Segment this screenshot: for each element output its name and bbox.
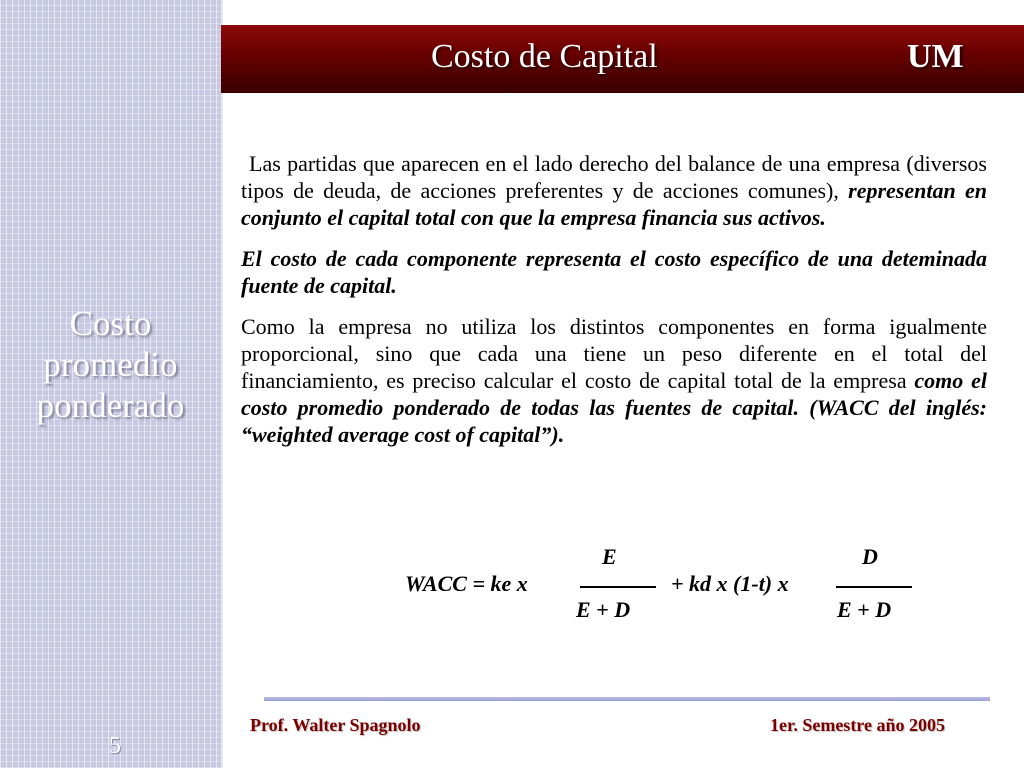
fraction-bar-2 <box>836 586 912 588</box>
paragraph-3-emphasis: como el costo promedio ponderado de todas las fuentes de capital. (WACC del inglés: “weighted average cost of capital”). <box>241 368 987 447</box>
slide-title: Costo de Capital <box>431 38 658 75</box>
brand-label: UM <box>907 38 964 75</box>
section-title-line-1: Costo <box>69 304 152 343</box>
footer-author: Prof. Walter Spagnolo <box>250 715 421 735</box>
section-title-line-2: promedio <box>43 345 178 384</box>
section-title <box>0 303 221 426</box>
paragraph-2-emphasis: El costo de cada componente representa el costo específico de una deteminada fuente de capital. <box>241 246 987 298</box>
formula-lhs: WACC = ke x <box>405 571 528 596</box>
sidebar-panel <box>0 0 223 768</box>
paragraph-3-text: Como la empresa no utiliza los distintos componentes en forma igualmente proporcional, sino que cada una tiene un peso diferente en el total del financiamiento, es preciso calcular el costo de capital total de la empresa <box>241 314 987 393</box>
section-title-line-3: ponderado <box>36 386 185 425</box>
paragraph-1 <box>241 150 987 231</box>
footer-term: 1er. Semestre año 2005 <box>770 715 945 735</box>
paragraph-3 <box>241 313 987 448</box>
paragraph-1-text: Las partidas que aparecen en el lado derecho del balance de una empresa (diversos tipos de deuda, de acciones preferentes y de acciones comunes), <box>241 151 987 203</box>
paragraph-2 <box>241 245 987 299</box>
body-text <box>241 150 987 462</box>
header-bar <box>221 25 1024 93</box>
formula-numerator-1: E <box>602 544 617 569</box>
slide-number: 5 <box>109 733 121 759</box>
formula-denominator-2: E + D <box>837 597 892 622</box>
wacc-formula <box>405 540 925 630</box>
paragraph-1-emphasis: representan en conjunto el capital total con que la empresa financia sus activos. <box>241 178 988 230</box>
formula-middle: + kd x (1-t) x <box>671 571 789 596</box>
formula-numerator-2: D <box>862 544 878 569</box>
formula-denominator-1: E + D <box>576 597 631 622</box>
fraction-bar-1 <box>580 586 656 588</box>
footer-divider <box>264 697 990 701</box>
